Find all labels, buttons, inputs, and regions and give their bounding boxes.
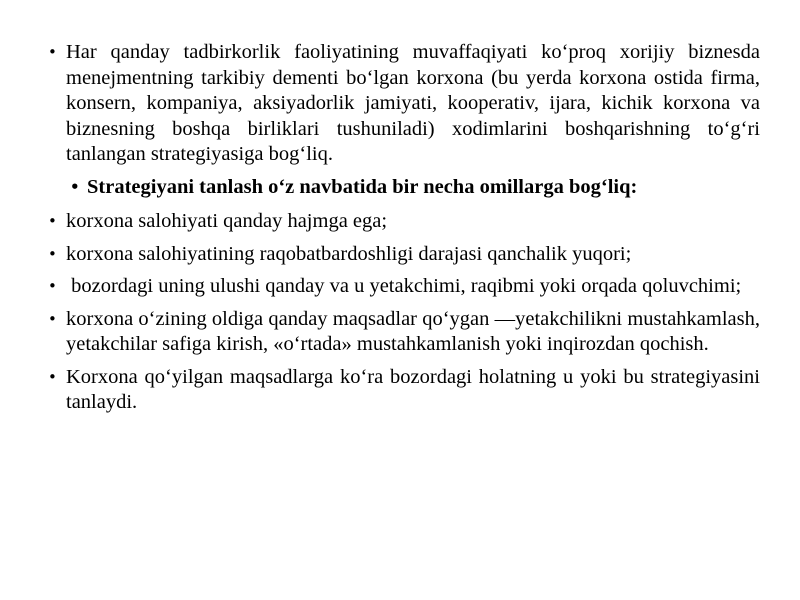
list-item — [48, 40, 760, 168]
list-item — [48, 307, 760, 358]
list-item — [48, 209, 760, 235]
list-item-heading — [48, 175, 760, 201]
list-item-text: korxona salohiyati qanday hajmga ega; — [66, 210, 388, 232]
bullet-icon: • — [48, 212, 57, 230]
list-item-heading-text: Strategiyani tanlash o‘z navbatida bir necha omillarga bog‘liq: — [87, 175, 638, 198]
list-item-text: Har qanday tadbirkorlik faoliyatining muvaffaqiyati ko‘proq xorijiy biznesda menejmentning tarkibiy dementi bo‘lgan korxona (bu yerda korxona ostida firma, konsern, kompaniya, aksiyadorlik jamiyati, kooperativ, ijara, kichik korxona va biznesning boshqa birliklari tushuniladi) xodimlarini boshqarishning to‘g‘ri tanlangan strategiyasiga bog‘liq. — [66, 41, 760, 165]
bullet-icon: • — [48, 244, 57, 263]
list-item-text: korxona salohiyatining raqobatbardoshligi darajasi qanchalik yuqori; — [66, 242, 632, 265]
bullet-list — [48, 40, 760, 423]
list-item-text: bozordagi uning ulushi qanday va u yetakchimi, raqibmi yoki orqada qoluvchimi; — [66, 275, 742, 297]
bullet-icon: • — [48, 309, 57, 328]
bullet-icon: • — [48, 277, 57, 295]
bullet-icon: • — [70, 177, 80, 196]
bullet-icon: • — [48, 367, 57, 386]
list-item-text: korxona o‘zining oldiga qanday maqsadlar qo‘ygan —yetakchilikni mustahkamlash, yetakchilar safiga kirish, «o‘rtada» mustahkamlanish yoki inqirozdan qochish. — [66, 307, 760, 355]
bullet-icon: • — [48, 43, 57, 61]
list-item — [48, 365, 760, 416]
list-item — [48, 242, 760, 268]
list-item — [48, 274, 760, 300]
list-item-text: Korxona qo‘yilgan maqsadlarga ko‘ra bozordagi holatning u yoki bu strategiyasini tanlaydi. — [66, 365, 760, 413]
